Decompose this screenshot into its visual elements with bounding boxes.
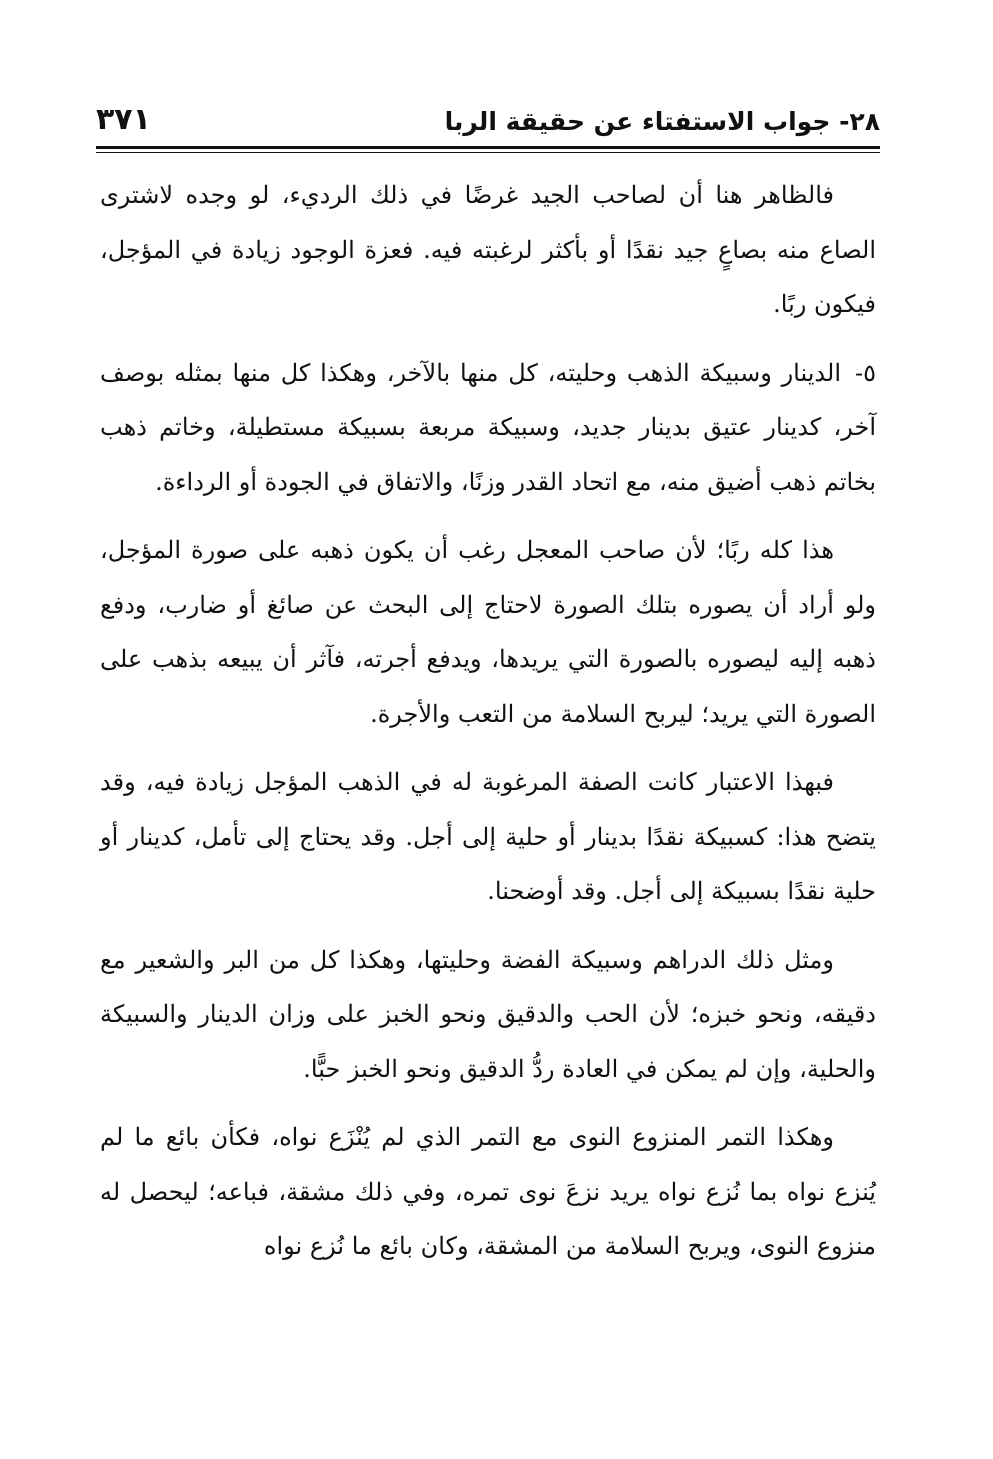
paragraph: هذا كله ربًا؛ لأن صاحب المعجل رغب أن يكون ذهبه على صورة المؤجل، ولو أراد أن يصوره بتلك الصورة لاحتاج إلى البحث عن صائغ أو ضارب، ودفع ذهبه إليه ليصوره بالصورة التي يريدها، ويدفع أجرته، فآثر أن يبيعه بذهب على الصورة التي يريد؛ ليربح السلامة من التعب والأجرة. [100,536,877,728]
chapter-title: ٢٨- جواب الاستفتاء عن حقيقة الربا [444,107,880,136]
header-rule-thick [96,146,880,149]
paragraph: ومثل ذلك الدراهم وسبيكة الفضة وحليتها، وهكذا كل من البر والشعير مع دقيقه، ونحو خبزه؛ لأن الحب والدقيق ونحو الخبز على وزان الدينار والسبيكة والحلية، وإن لم يمكن في العادة ردُّ الدقيق ونحو الخبز حبًّا. [100,945,876,1083]
paragraph-number: ٥- [855,358,876,387]
paragraph: وهكذا التمر المنزوع النوى مع التمر الذي لم يُنْزَع نواه، فكأن بائع ما لم يُنزع نواه بما نُزع نواه يريد نزعَ نوى تمره، وفي ذلك مشقة، فباعه؛ ليحصل له منزوع النوى، ويربح السلامة من المشقة، وكان بائع ما نُزع نواه [100,1123,876,1260]
paragraph-text: الدينار وسبيكة الذهب وحليته، كل منها بالآخر، وهكذا كل منها بمثله بوصف آخر، كدينار عتيق بدينار جديد، وسبيكة مربعة بسبيكة مستطيلة، وخاتم ذهب بخاتم ذهب أضيق منه، مع اتحاد القدر وزنًا، والاتفاق في الجودة أو الرداءة. [100,358,876,496]
body-text [100,168,876,1288]
header-rule-thin [96,152,880,153]
paragraph: فالظاهر هنا أن لصاحب الجيد غرضًا في ذلك الرديء، لو وجده لاشترى الصاع منه بصاعٍ جيد نقدًا أو بأكثر لرغبته فيه. فعزة الوجود زيادة في المؤجل، فيكون ربًا. [100,181,876,318]
page-number: ٣٧١ [96,102,151,137]
numbered-paragraph [100,346,876,510]
paragraph: فبهذا الاعتبار كانت الصفة المرغوبة له في الذهب المؤجل زيادة فيه، وقد يتضح هذا: كسبيكة نقدًا بدينار أو حلية إلى أجل. وقد يحتاج إلى تأمل، كدينار أو حلية نقدًا بسبيكة إلى أجل. وقد أوضحنا. [100,768,876,905]
page-header [96,100,880,150]
